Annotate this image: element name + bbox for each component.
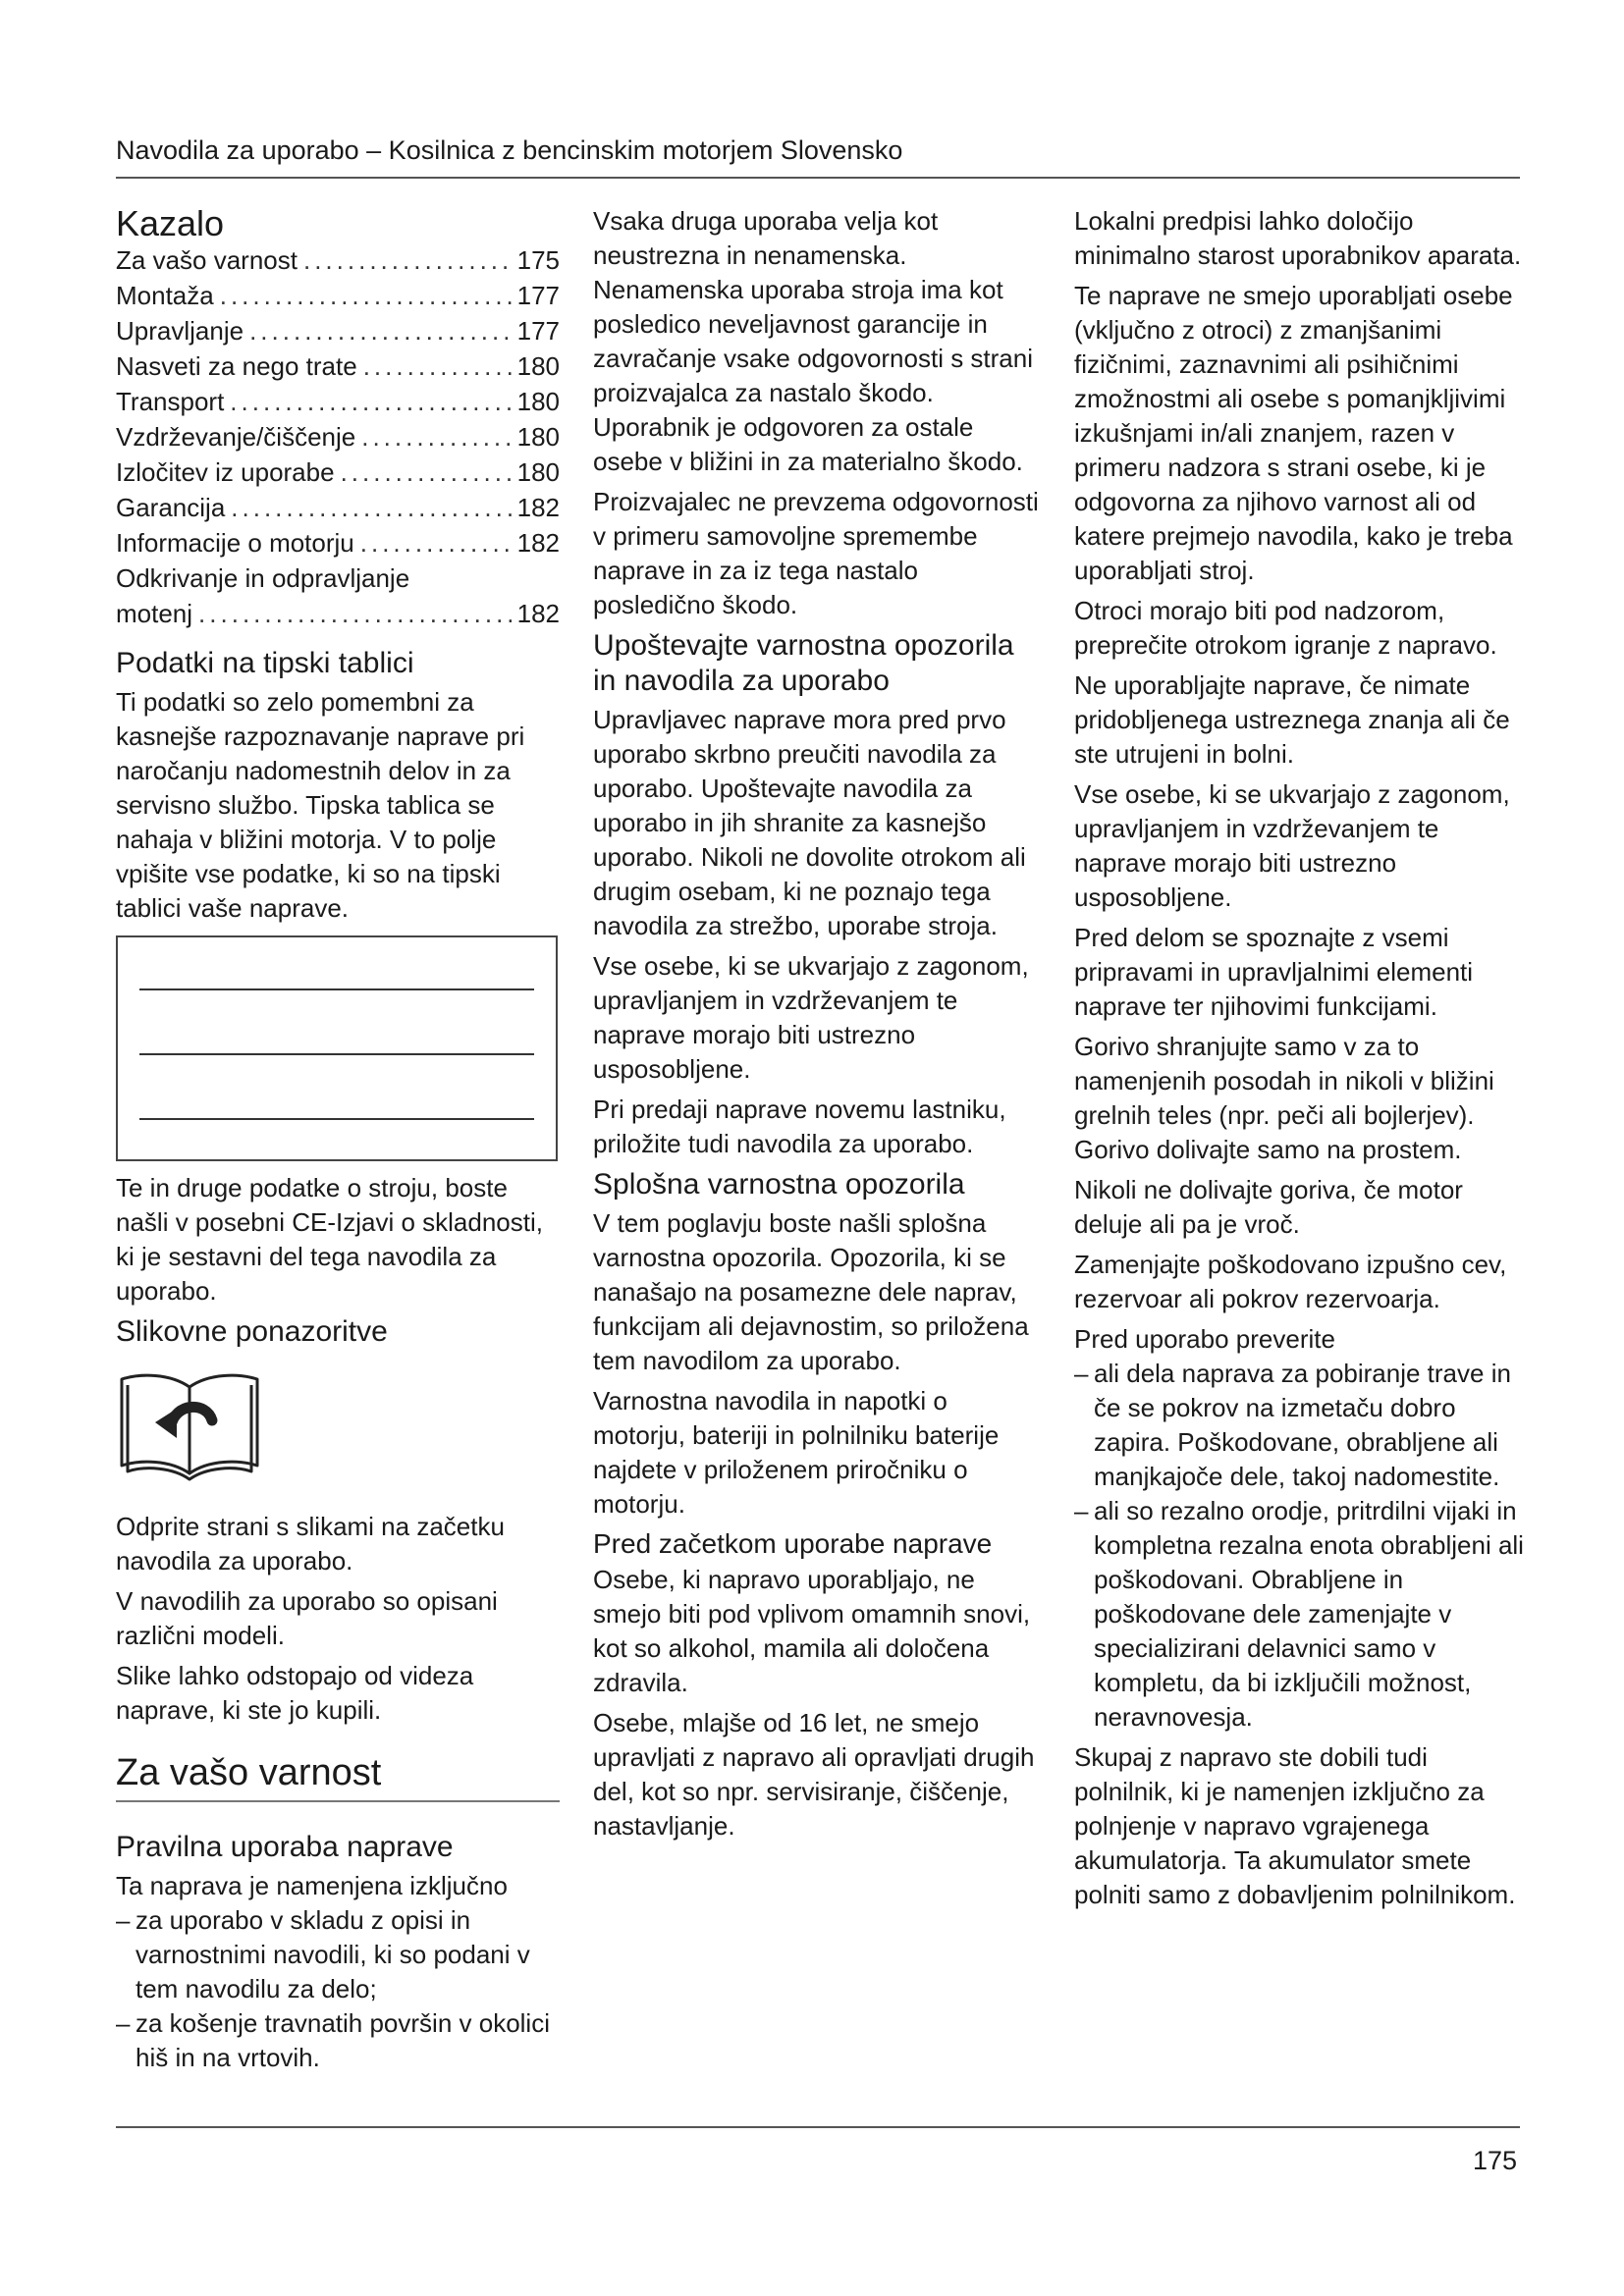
paragraph: Otroci morajo biti pod nadzorom, preprečite otrokom igranje z napravo. — [1074, 596, 1497, 660]
paragraph: Proizvajalec ne prevzema odgovornosti v primeru samovoljne spremembe naprave in za iz tega nastalo posledično škodo. — [593, 487, 1039, 619]
paragraph: Vse osebe, ki se ukvarjajo z zagonom, upravljanjem in vzdrževanjem te naprave morajo biti ustrezno usposobljene. — [1074, 779, 1510, 912]
footer-divider — [116, 2126, 1520, 2128]
paragraph: V navodilih za uporabo so opisani različni modeli. — [116, 1586, 498, 1650]
column-right — [1074, 204, 1530, 1918]
list-item: – ali so rezalno orodje, pritrdilni vijaki in kompletna rezalna enota obrabljeni ali poškodovani. Obrabljene in poškodovane dele zamenjajte v specializirani delavnici samo v kompletu, da bi izključili možnost, neravnovesja. — [1074, 1494, 1530, 1735]
paragraph: Ta naprava je namenjena izključno — [116, 1871, 508, 1900]
toc-item[interactable]: Za vašo varnost ..... 175 — [116, 243, 560, 279]
toc-heading: Kazalo — [116, 203, 225, 243]
paragraph: Nikoli ne dolivajte goriva, če motor deluje ali pa je vroč. — [1074, 1175, 1463, 1239]
subsection-heading: Pred začetkom uporabe naprave — [593, 1528, 993, 1559]
paragraph: Osebe, ki napravo uporabljajo, ne smejo biti pod vplivom omamnih snovi, kot so alkohol, mamila ali določena zdravila. — [593, 1565, 1031, 1697]
paragraph: Pred delom se spoznajte z vsemi pripravami in upravljalnimi elementi naprave ter njihovimi funkcijami. — [1074, 923, 1474, 1021]
list-item: – ali dela naprava za pobiranje trave in če se pokrov na izmetaču dobro zapira. Poškodovane, obrabljene ali manjkajoče dele, takoj nadomestite. — [1074, 1357, 1530, 1494]
section-heading: Splošna varnostna opozorila — [593, 1168, 965, 1201]
toc-item[interactable]: Transport ..... 180 — [116, 385, 560, 420]
toc-item[interactable]: Nasveti za nego trate ..... 180 — [116, 349, 560, 385]
toc-item[interactable]: Vzdrževanje/čiščenje ..... 180 — [116, 420, 560, 455]
paragraph: Te in druge podatke o stroju, boste našli v posebni CE-Izjavi o skladnosti, ki je sestavni del tega navodila za uporabo. — [116, 1173, 543, 1306]
section-heading: Pravilna uporaba naprave — [116, 1831, 454, 1863]
paragraph: Vsaka druga uporaba velja kot neustrezna in nenamenska. Nenamenska uporaba stroja ima kot posledico neveljavnost garancije in zavračanje vsake odgovornosti s strani proizvajalca za nastalo škodo. Uporabnik je odgovoren za ostale osebe v bližini in za materialno škodo. — [593, 206, 1034, 476]
chapter-heading: Za vašo varnost — [116, 1751, 560, 1802]
paragraph: Upravljavec naprave mora pred prvo uporabo skrbno preučiti navodila za uporabo. Upoštevajte navodila za uporabo in jih shranite za kasnejšo uporabo. Nikoli ne dovolite otrokom ali drugim osebam, ki ne poznajo tega navodila za strežbo, uporabe stroja. — [593, 705, 1026, 940]
paragraph: Slike lahko odstopajo od videza naprave, ki ste jo kupili. — [116, 1661, 474, 1725]
paragraph: Skupaj z napravo ste dobili tudi polnilnik, ki je namenjen izključno za polnjenje v napravo vgrajenega akumulatorja. Ta akumulator smete polniti samo z dobavljenim polnilnikom. — [1074, 1742, 1516, 1909]
paragraph: Ti podatki so zelo pomembni za kasnejše razpoznavanje naprave pri naročanju nadomestnih delov in za servisno službo. Tipska tablica se nahaja v bližini motorja. V to polje vpišite vse podatke, ki so na tipski tablici vaše naprave. — [116, 687, 525, 923]
paragraph: Osebe, mlajše od 16 let, ne smejo upravljati z napravo ali opravljati drugih del, kot so npr. servisiranje, čiščenje, nastavljanje. — [593, 1708, 1035, 1841]
plate-line — [139, 1053, 534, 1055]
column-middle — [593, 204, 1041, 1849]
pre-use-check-list — [1074, 1357, 1530, 1735]
paragraph: Zamenjajte poškodovano izpušno cev, rezervoar ali pokrov rezervoarja. — [1074, 1250, 1507, 1313]
plate-line — [139, 988, 534, 990]
toc-item[interactable]: Odkrivanje in odpravljanje motenj ..... 182 — [116, 561, 560, 632]
toc-item[interactable]: Montaža ..... 177 — [116, 279, 560, 314]
paragraph: Pred uporabo preverite — [1074, 1324, 1335, 1354]
rating-plate-box[interactable] — [116, 935, 558, 1161]
column-left — [116, 204, 560, 2081]
paragraph: Odprite strani s slikami na začetku navodila za uporabo. — [116, 1512, 505, 1575]
section-heading: Slikovne ponazoritve — [116, 1315, 388, 1348]
paragraph: Varnostna navodila in napotki o motorju, bateriji in polnilniku baterije najdete v priloženem priročniku o motorju. — [593, 1386, 1000, 1519]
list-item: – za košenje travnatih površin v okolici hiš in na vrtovih. — [116, 2006, 560, 2075]
toc-item[interactable]: Garancija ..... 182 — [116, 491, 560, 526]
section-heading: Upoštevajte varnostna opozorila in navodila za uporabo — [593, 629, 1014, 697]
paragraph: Ne uporabljajte naprave, če nimate pridobljenega ustreznega znanja ali če ste utrujeni in bolni. — [1074, 670, 1510, 769]
proper-use-list — [116, 1903, 560, 2075]
table-of-contents — [116, 243, 560, 632]
paragraph: V tem poglavju boste našli splošna varnostna opozorila. Opozorila, ki se nanašajo na posamezne dele naprav, funkcijam ali dejavnostim, so priložena tem navodilom za uporabo. — [593, 1208, 1029, 1375]
paragraph: Pri predaji naprave novemu lastniku, priložite tudi navodila za uporabo. — [593, 1095, 1006, 1158]
open-book-icon — [116, 1365, 560, 1492]
toc-item[interactable]: Upravljanje ..... 177 — [116, 314, 560, 349]
list-item: – za uporabo v skladu z opisi in varnostnimi navodili, ki so podani v tem navodilu za delo; — [116, 1903, 560, 2006]
toc-item[interactable]: Izločitev iz uporabe ..... 180 — [116, 455, 560, 491]
page-header — [116, 135, 1520, 179]
page-number: 175 — [1472, 2146, 1517, 2175]
paragraph: Te naprave ne smejo uporabljati osebe (vključno z otroci) z zmanjšanimi fizičnimi, zaznavnimi ali psihičnimi zmožnostmi ali osebe s pomanjkljivimi izkušnjami in/ali znanjem, razen v primeru nadzora s strani osebe, ki je odgovorna za njihovo varnost ali od katere prejmejo navodila, kako je treba uporabljati stroj. — [1074, 281, 1513, 585]
paragraph: Gorivo shranjujte samo v za to namenjenih posodah in nikoli v bližini grelnih teles (npr. peči ali bojlerjev). Gorivo dolivajte samo na prostem. — [1074, 1032, 1494, 1164]
paragraph: Lokalni predpisi lahko določijo minimalno starost uporabnikov aparata. — [1074, 206, 1522, 270]
toc-item[interactable]: Informacije o motorju ..... 182 — [116, 526, 560, 561]
header-title: Navodila za uporabo – Kosilnica z bencinskim motorjem Slovensko — [116, 135, 903, 165]
plate-line — [139, 1118, 534, 1120]
paragraph: Vse osebe, ki se ukvarjajo z zagonom, upravljanjem in vzdrževanjem te naprave morajo biti ustrezno usposobljene. — [593, 951, 1029, 1084]
section-heading: Podatki na tipski tablici — [116, 647, 414, 679]
